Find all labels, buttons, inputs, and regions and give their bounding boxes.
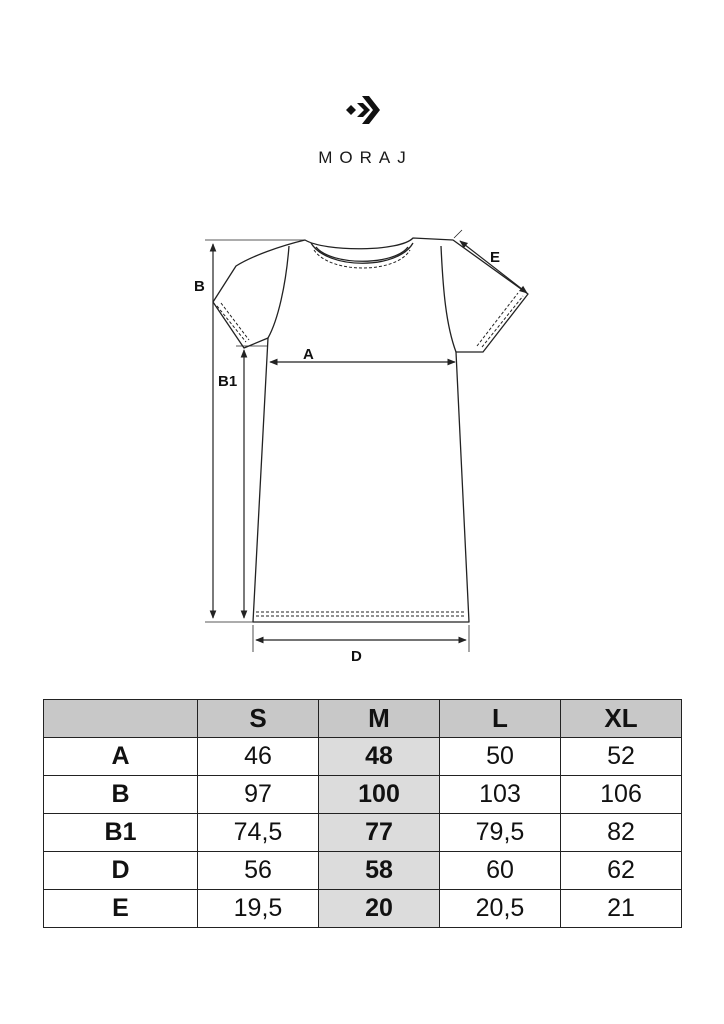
table-cell: 60 (440, 852, 561, 890)
row-label: E (44, 890, 198, 928)
table-row (44, 738, 682, 776)
table-cell: 77 (319, 814, 440, 852)
table-cell: 56 (198, 852, 319, 890)
column-header: S (198, 700, 319, 738)
column-header: M (319, 700, 440, 738)
table-cell: 82 (561, 814, 682, 852)
table-cell: 46 (198, 738, 319, 776)
row-label: B1 (44, 814, 198, 852)
table-cell: 48 (319, 738, 440, 776)
label-d: D (351, 648, 362, 665)
label-e: E (490, 249, 501, 266)
table-row (44, 814, 682, 852)
tshirt-outline (213, 238, 528, 622)
table-cell: 52 (561, 738, 682, 776)
dimension-lines (205, 230, 527, 652)
table-corner-cell (44, 700, 198, 738)
table-row (44, 776, 682, 814)
row-label: D (44, 852, 198, 890)
row-label: B (44, 776, 198, 814)
row-label: A (44, 738, 198, 776)
table-cell: 103 (440, 776, 561, 814)
table-cell: 58 (319, 852, 440, 890)
table-cell: 20,5 (440, 890, 561, 928)
table-row (44, 852, 682, 890)
table-cell: 19,5 (198, 890, 319, 928)
table-header-row (44, 700, 682, 738)
table-cell: 21 (561, 890, 682, 928)
table-cell: 100 (319, 776, 440, 814)
table-cell: 106 (561, 776, 682, 814)
size-table (43, 699, 682, 928)
table-row (44, 890, 682, 928)
table-cell: 97 (198, 776, 319, 814)
brand-name: MORAJ (318, 148, 413, 167)
table-cell: 74,5 (198, 814, 319, 852)
label-b: B (194, 278, 205, 295)
table-cell: 50 (440, 738, 561, 776)
table-cell: 62 (561, 852, 682, 890)
table-cell: 20 (319, 890, 440, 928)
column-header: XL (561, 700, 682, 738)
label-b1: B1 (218, 373, 238, 390)
table-cell: 79,5 (440, 814, 561, 852)
column-header: L (440, 700, 561, 738)
label-a: A (303, 346, 314, 363)
